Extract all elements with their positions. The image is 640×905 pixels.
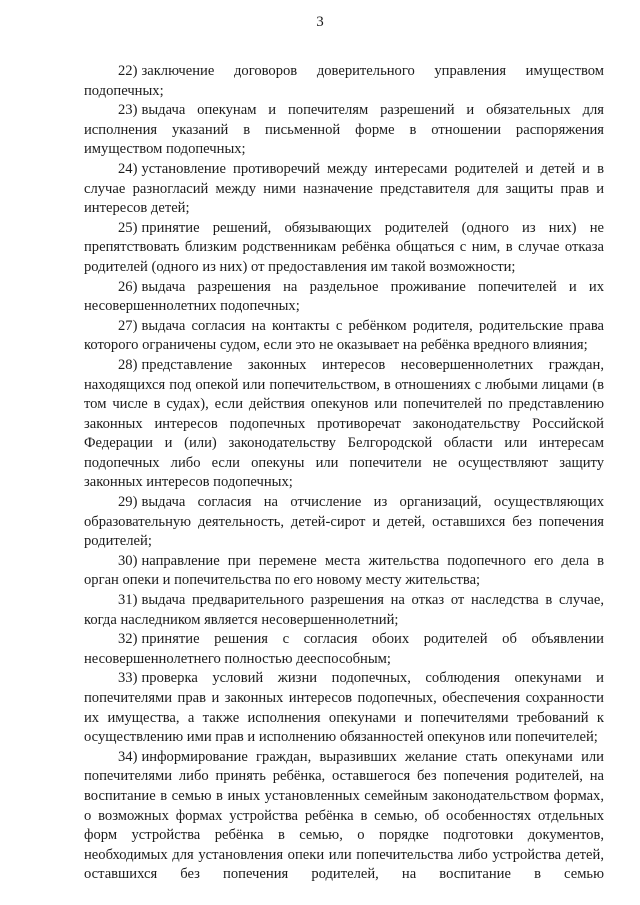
item-text: заключение договоров доверительного управления имуществом подопечных;	[84, 63, 604, 99]
item-text: информирование граждан, выразивших желание стать опекунами или попечителями либо принять ребёнка, оставшегося без попечения родителей, на воспитание в семью в иных установленных семейным законодательством формах, о возможных формах устройства ребёнка в семью, об особенностях отдельных форм устройства ребёнка в семью, о порядке подготовки документов, необходимых для установления опеки или попечительства либо устройства детей, оставшихся без попечения родителей, на воспитание в семью	[84, 748, 604, 883]
list-item	[84, 317, 604, 356]
item-number: 26)	[118, 278, 138, 295]
list-item	[84, 356, 604, 493]
item-text: выдача согласия на отчисление из организаций, осуществляющих образовательную деятельность, детей-сирот и детей, оставшихся без попечения родителей;	[84, 494, 604, 550]
list-item	[84, 160, 604, 219]
page-number: 3	[316, 14, 324, 30]
list-item	[84, 630, 604, 669]
item-number: 31)	[118, 592, 138, 609]
item-number: 24)	[118, 160, 138, 177]
item-text: установление противоречий между интересами родителей и детей и в случае разногласий между ними назначение представителя для защиты прав и интересов детей;	[84, 160, 604, 217]
list-item	[84, 219, 604, 278]
list-item	[84, 552, 604, 591]
item-number: 34)	[118, 748, 138, 765]
list-item	[84, 278, 604, 317]
item-text: выдача разрешения на раздельное проживание попечителей и их несовершеннолетних подопечных;	[84, 278, 604, 315]
item-text: принятие решения с согласия обоих родителей об объявлении несовершеннолетнего полностью дееспособным;	[84, 631, 604, 667]
item-number: 27)	[118, 317, 138, 334]
item-text: принятие решений, обязывающих родителей (одного из них) не препятствовать близким родственникам ребёнка общаться с ним, в случае отказа родителей (одного из них) от предоставления им такой возможности;	[84, 219, 604, 275]
list-body	[84, 62, 604, 885]
item-number: 29)	[118, 494, 138, 511]
item-number: 22)	[118, 63, 138, 79]
list-item	[84, 591, 604, 630]
list-item	[84, 101, 604, 160]
item-number: 23)	[118, 102, 138, 119]
item-text: представление законных интересов несовершеннолетних граждан, находящихся под опекой или попечительством, в отношениях с любыми лицами (в том числе в судах), если действия опекунов или попечителей по представлению законных интересов подопечных противоречат законодательству Российской Федерации и (или) законодательству Белгородской области или интересам подопечных либо если опекуны или попечители не осуществляют защиту законных интересов подопечных;	[84, 356, 604, 491]
list-item	[84, 493, 604, 552]
list-item	[84, 669, 604, 747]
list-item	[84, 62, 604, 101]
item-text: выдача согласия на контакты с ребёнком родителя, родительские права которого ограничены судом, если это не оказывает на ребёнка вредного влияния;	[84, 317, 604, 354]
item-number: 32)	[118, 631, 138, 648]
item-text: проверка условий жизни подопечных, соблюдения опекунами и попечителями прав и законных интересов подопечных, обеспечения сохранности их имущества, а также исполнения опекунами и попечителями требований к осуществлению ими прав и исполнению обязанностей опекунов или попечителей;	[84, 670, 604, 746]
item-number: 33)	[118, 670, 138, 687]
item-number: 30)	[118, 552, 138, 569]
item-number: 28)	[118, 356, 138, 373]
item-number: 25)	[118, 219, 138, 236]
item-text: выдача опекунам и попечителям разрешений и обязательных для исполнения указаний в письменной форме в отношении распоряжения имуществом подопечных;	[84, 102, 604, 158]
list-item	[84, 748, 604, 885]
item-text: выдача предварительного разрешения на отказ от наследства в случае, когда наследником является несовершеннолетний;	[84, 592, 604, 628]
item-text: направление при перемене места жительства подопечного его дела в орган опеки и попечительства по его новому месту жительства;	[84, 552, 604, 589]
